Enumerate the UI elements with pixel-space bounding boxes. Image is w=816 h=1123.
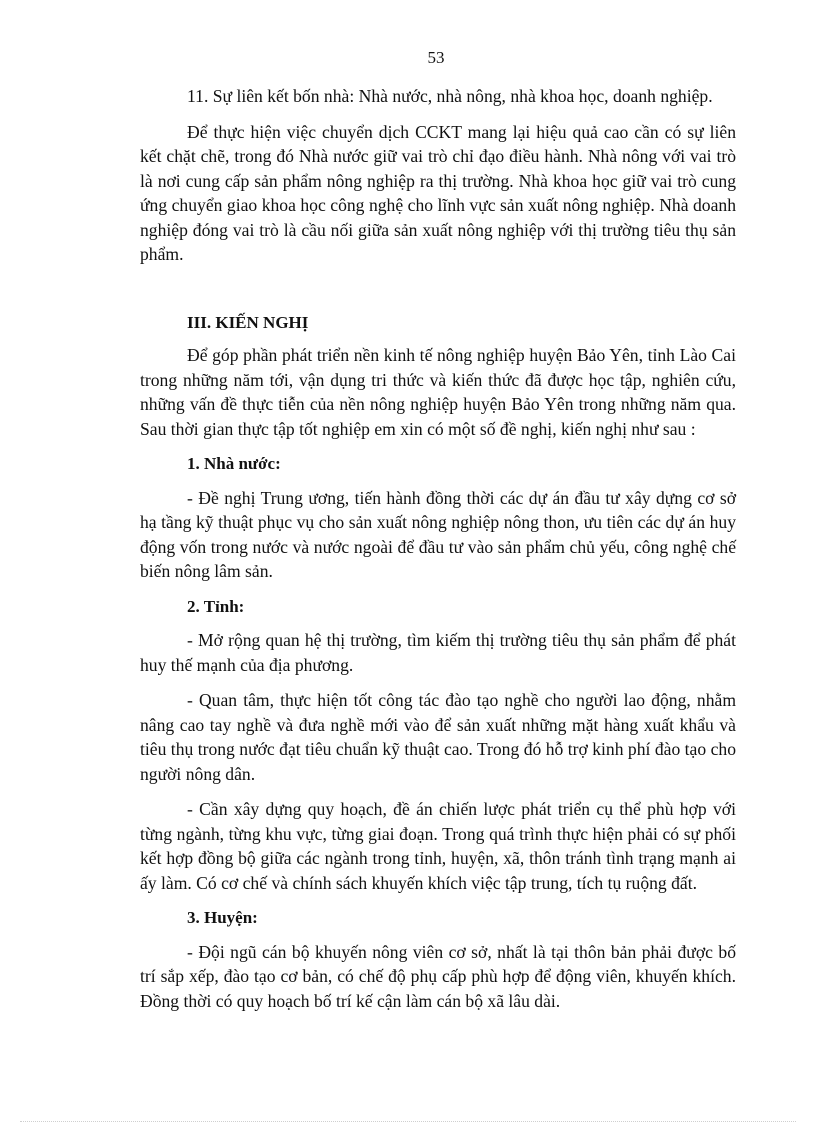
- page-number: 53: [427, 48, 445, 67]
- document-body: [140, 84, 736, 1024]
- paragraph-four-party-linkage: 11. Sự liên kết bốn nhà: Nhà nước, nhà nông, nhà khoa học, doanh nghiệp.: [187, 86, 713, 106]
- paragraph-province-market: - Mở rộng quan hệ thị trường, tìm kiếm thị trường tiêu thụ sản phẩm để phát huy thế mạnh của địa phương.: [140, 630, 736, 675]
- paragraph-recommendations-intro: Để góp phần phát triển nền kinh tế nông nghiệp huyện Bảo Yên, tỉnh Lào Cai trong những năm tới, vận dụng tri thức và kiến thức đã được học tập, nghiên cứu, những vấn đề thực tiễn của nền nông nghiệp huyện Bảo Yên trong những năm qua. Sau thời gian thực tập tốt nghiệp em xin có một số đề nghị, kiến nghị như sau :: [140, 345, 736, 439]
- paragraph-province-training: - Quan tâm, thực hiện tốt công tác đào tạo nghề cho người lao động, nhằm nâng cao tay nghề và đưa nghề mới vào để sản xuất những mặt hàng xuất khẩu và tiêu thụ trong nước đạt tiêu chuẩn kỹ thuật cao. Trong đó hỗ trợ kinh phí đào tạo cho người nông dân.: [140, 690, 736, 784]
- sub-heading-province: 2. Tỉnh:: [187, 596, 245, 616]
- sub-heading-district: 3. Huyện:: [187, 908, 258, 927]
- paragraph-province-planning: - Cần xây dựng quy hoạch, đề án chiến lược phát triển cụ thể phù hợp với từng ngành, từng khu vực, từng giai đoạn. Trong quá trình thực hiện phải có sự phối kết hợp đồng bộ giữa các ngành trong tỉnh, huyện, xã, thôn tránh tình trạng mạnh ai ấy làm. Có cơ chế và chính sách khuyến khích việc tập trung, tích tụ ruộng đất.: [140, 799, 736, 893]
- paragraph-state-recommendation: - Đề nghị Trung ương, tiến hành đồng thời các dự án đầu tư xây dựng cơ sở hạ tầng kỹ thuật phục vụ cho sản xuất nông nghiệp nông thon, ưu tiên các dự án huy động vốn trong nước và nước ngoài để đầu tư vào sản phẩm chủ yếu, công nghệ chế biến nông lâm sản.: [140, 487, 736, 581]
- section-heading-recommendations: III. KIẾN NGHỊ: [187, 312, 309, 332]
- page-bottom-divider: [20, 1121, 796, 1122]
- paragraph-district-staff: - Đội ngũ cán bộ khuyến nông viên cơ sở, nhất là tại thôn bản phải được bố trí sắp xếp, đào tạo cơ bản, có chế độ phụ cấp phù hợp để động viên, khuyến khích. Đồng thời có quy hoạch bố trí kế cận làm cán bộ xã lâu dài.: [140, 941, 736, 1011]
- sub-heading-state: 1. Nhà nước:: [187, 454, 281, 473]
- paragraph-linkage-roles: Để thực hiện việc chuyển dịch CCKT mang lại hiệu quả cao cần có sự liên kết chặt chẽ, trong đó Nhà nước giữ vai trò chỉ đạo điều hành. Nhà nông với vai trò là nơi cung cấp sản phẩm nông nghiệp ra thị trường. Nhà khoa học giữ vai trò cung ứng chuyển giao khoa học công nghệ cho lĩnh vực sản xuất nông nghiệp. Nhà doanh nghiệp đóng vai trò là cầu nối giữa sản xuất nông nghiệp với thị trường tiêu thụ sản phẩm.: [140, 121, 736, 264]
